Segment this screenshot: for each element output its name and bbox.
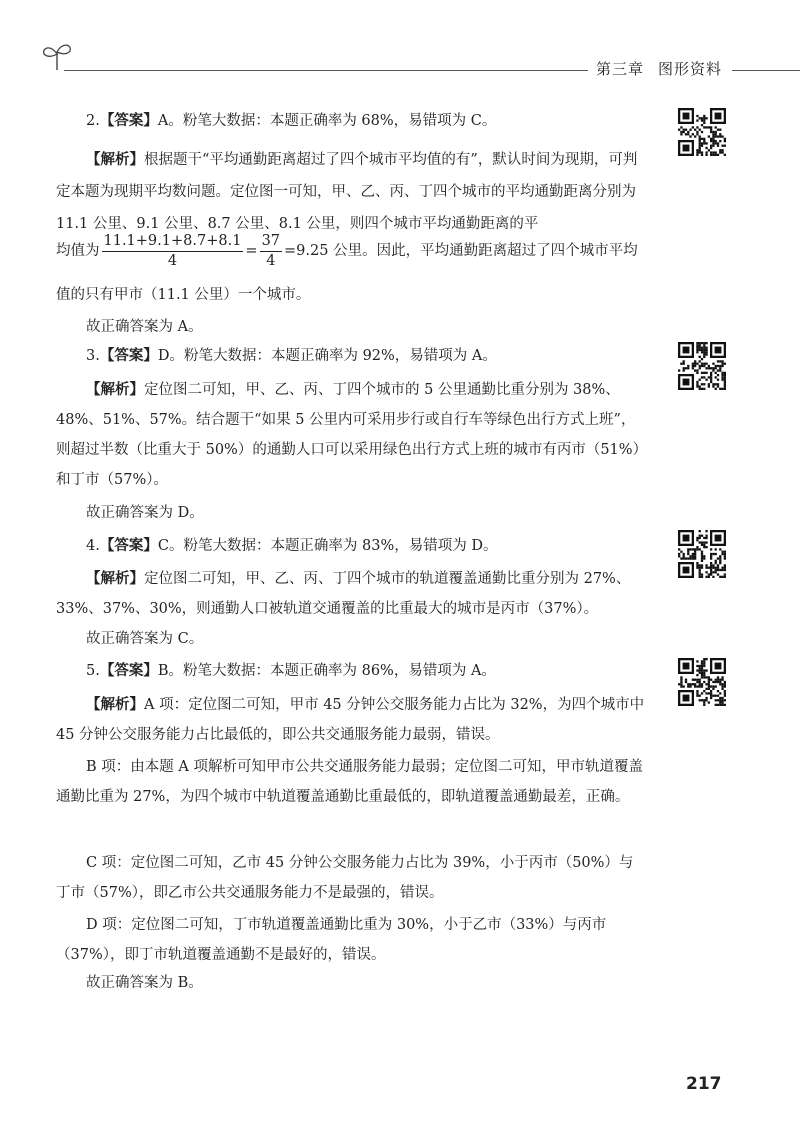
qr-code-icon <box>678 108 726 156</box>
q5-option-c: C 项：定位图二可知，乙市 45 分钟公交服务能力占比为 39%，小于丙市（50%）与丁市（57%），即乙市公共交通服务能力不是最强的，错误。 <box>56 855 634 901</box>
q2-formula-prefix: 均值为 <box>56 243 100 259</box>
q4-conclusion: 故正确答案为 C。 <box>86 631 204 647</box>
q2-result-line: 值的只有甲市（11.1 公里）一个城市。 <box>56 287 311 303</box>
fraction-1-denominator: 4 <box>167 252 178 269</box>
q2-analysis-label: 【解析】 <box>86 152 144 168</box>
q4-answer-text: C。粉笔大数据：本题正确率为 83%，易错项为 D。 <box>157 538 498 554</box>
q5-analysis-label: 【解析】 <box>86 697 144 713</box>
q4-number: 4. <box>86 538 100 554</box>
qr-code-icon <box>678 658 726 706</box>
q3-analysis <box>56 375 646 495</box>
q2-analysis-text: 根据题干“平均通勤距离超过了四个城市平均值的有”，默认时间为现期，可判定本题为现期平均数问题。定位图一可知，甲、乙、丙、丁四个城市的平均通勤距离分别为 11.1 公里、9.1 公里、8.7 公里、8.1 公里，则四个城市平均通勤距离的平 <box>56 152 638 232</box>
q4-analysis-text: 定位图二可知，甲、乙、丙、丁四个城市的轨道覆盖通勤比重分别为 27%、33%、37%、30%，则通勤人口被轨道交通覆盖的比重最大的城市是丙市（37%）。 <box>56 571 631 617</box>
q2-analysis <box>56 144 646 240</box>
q5-option-d: D 项：定位图二可知，丁市轨道覆盖通勤比重为 30%，小于乙市（33%）与丙市（37%），即丁市轨道覆盖通勤不是最好的，错误。 <box>56 917 607 963</box>
q5-answer-text: B。粉笔大数据：本题正确率为 86%，易错项为 A。 <box>157 663 496 679</box>
q3-analysis-text: 定位图二可知，甲、乙、丙、丁四个城市的 5 公里通勤比重分别为 38%、48%、51%、57%。结合题干“如果 5 公里内可采用步行或自行车等绿色出行方式上班”，则超过半数（比重大于 50%）的通勤人口可以采用绿色出行方式上班的城市有丙市（51%）和丁市（57%）。 <box>56 382 640 488</box>
q2-answer-text: A。粉笔大数据：本题正确率为 68%，易错项为 C。 <box>157 113 497 129</box>
q2-formula-suffix: =9.25 公里。因此，平均通勤距离超过了四个城市平均 <box>284 243 638 259</box>
fraction-2-numerator: 37 <box>260 232 282 252</box>
q3-conclusion: 故正确答案为 D。 <box>86 505 204 521</box>
q2-conclusion: 故正确答案为 A。 <box>86 319 203 335</box>
header-rule-right <box>732 70 800 71</box>
q3-answer <box>56 345 646 367</box>
running-header <box>28 38 800 78</box>
q3-analysis-label: 【解析】 <box>86 382 144 398</box>
formula-fraction-1 <box>102 232 244 271</box>
qr-code-icon <box>678 342 726 390</box>
q5-analysis <box>56 690 646 750</box>
leaf-icon <box>40 42 74 72</box>
q5-answer <box>56 660 646 682</box>
q3-number: 3. <box>86 348 100 364</box>
chapter-name: 图形资料 <box>658 60 723 78</box>
q3-answer-text: D。粉笔大数据：本题正确率为 92%，易错项为 A。 <box>157 348 497 364</box>
page-number: 217 <box>686 1074 722 1094</box>
q5-conclusion: 故正确答案为 B。 <box>86 975 203 991</box>
q5-answer-label: 【答案】 <box>99 663 158 679</box>
q4-answer-label: 【答案】 <box>99 538 158 554</box>
q5-number: 5. <box>86 663 100 679</box>
q4-analysis-label: 【解析】 <box>86 571 144 587</box>
q3-answer-label: 【答案】 <box>99 348 158 364</box>
q2-formula-line <box>56 230 646 272</box>
q2-answer <box>56 110 646 132</box>
q5-analysis-text: A 项：定位图二可知，甲市 45 分钟公交服务能力占比为 32%，为四个城市中 45 分钟公交服务能力占比最低的，即公共交通服务能力最弱，错误。 <box>56 697 645 743</box>
header-rule-left <box>64 70 588 71</box>
chapter-number: 第三章 <box>596 60 645 78</box>
q2-answer-label: 【答案】 <box>99 113 158 129</box>
formula-equals: = <box>245 243 258 259</box>
formula-fraction-2 <box>260 232 282 271</box>
q4-analysis <box>56 564 646 624</box>
chapter-title <box>596 58 722 79</box>
q5-option-b: B 项：由本题 A 项解析可知甲市公共交通服务能力最弱；定位图二可知，甲市轨道覆盖通勤比重为 27%，为四个城市中轨道覆盖通勤比重最低的，即轨道覆盖通勤最差，正确。 <box>56 759 643 805</box>
q2-number: 2. <box>86 113 100 129</box>
fraction-1-numerator: 11.1+9.1+8.7+8.1 <box>102 232 244 252</box>
qr-code-icon <box>678 530 726 578</box>
q4-answer <box>56 535 646 557</box>
fraction-2-denominator: 4 <box>266 252 276 269</box>
